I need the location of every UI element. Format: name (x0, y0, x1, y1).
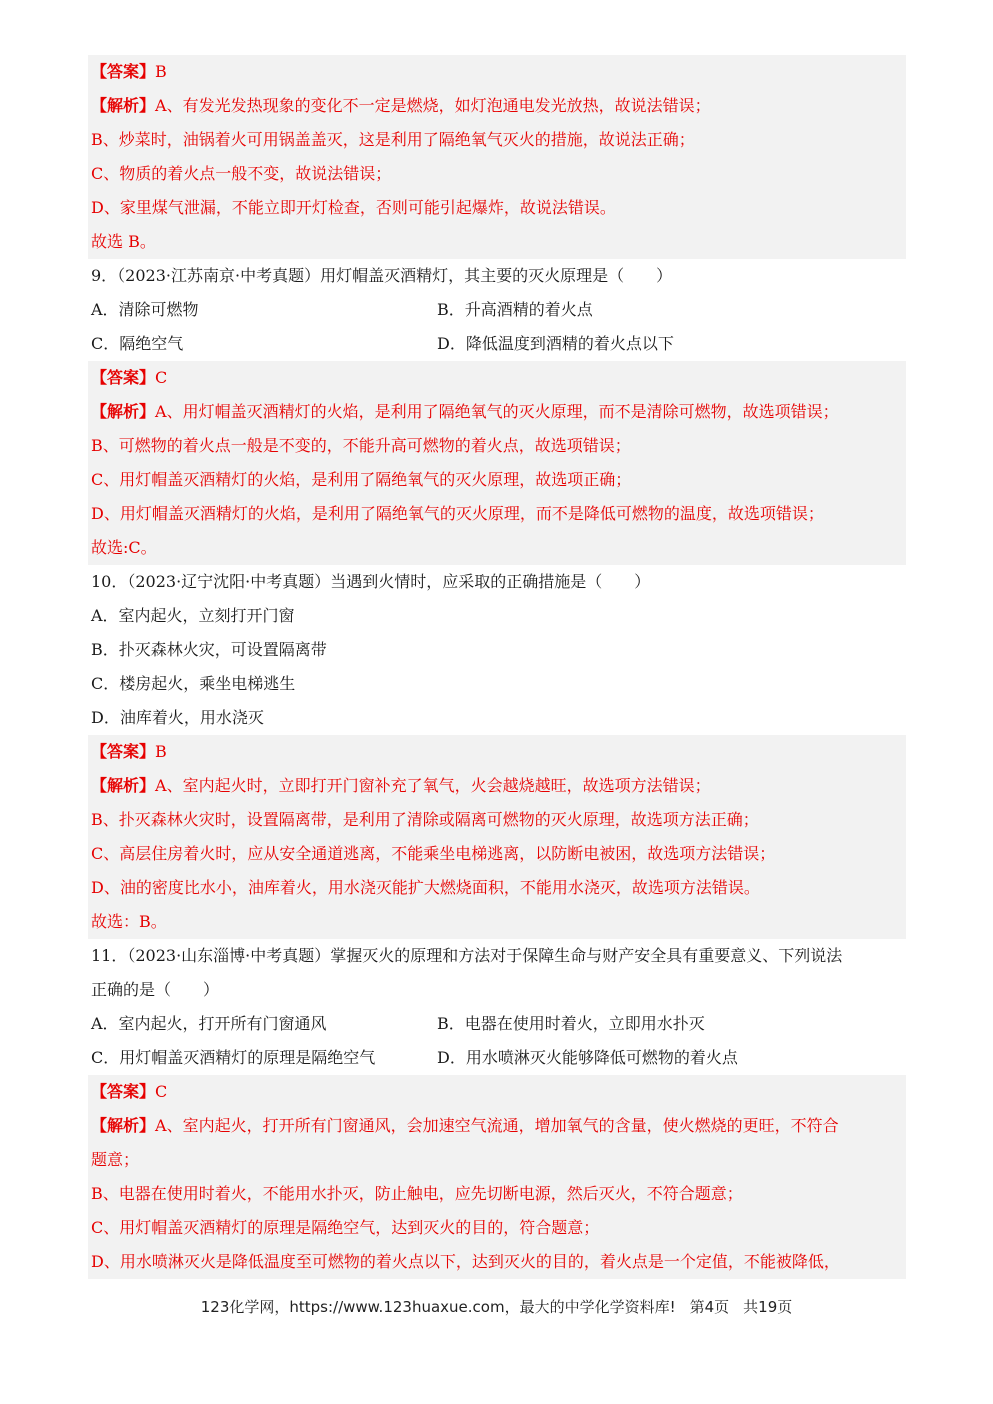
q9-analysis-block (88, 361, 906, 565)
q10-analysis-line: D、油的密度比水小，油库着火，用水浇灭能扩大燃烧面积，不能用水浇灭，故选项方法错误。 (91, 878, 760, 897)
analysis-text: A、有发光发热现象的变化不一定是燃烧，如灯泡通电发光放热，故说法错误； (155, 96, 711, 115)
q10-conclusion: 故选：B。 (91, 912, 167, 931)
q11-option-c: C．用灯帽盖灭酒精灯的原理是隔绝空气 (91, 1048, 376, 1067)
footer-site-text: 123化学网，https://www.123huaxue.com，最大的中学化学资料库! (200, 1298, 676, 1316)
q10-analysis-line (88, 769, 906, 803)
q9-analysis-line: C、用灯帽盖灭酒精灯的火焰，是利用了隔绝氧气的灭火原理，故选项正确； (91, 470, 632, 489)
q11-option-d: D．用水喷淋灭火能够降低可燃物的着火点 (437, 1048, 738, 1067)
q8-conclusion: 故选 B。 (91, 232, 156, 251)
q10-analysis-block (88, 735, 906, 939)
q11-analysis-line-cont: 题意； (91, 1150, 140, 1169)
q10-stem: 10．（2023·辽宁沈阳·中考真题）当遇到火情时，应采取的正确措施是（ ） (91, 572, 651, 591)
q9-analysis-line: D、用灯帽盖灭酒精灯的火焰，是利用了隔绝氧气的灭火原理，而不是降低可燃物的温度，故选项错误； (91, 504, 824, 523)
q8-analysis-block (88, 55, 906, 259)
q10-option-b: B．扑灭森林火灾，可设置隔离带 (91, 640, 327, 659)
q9-analysis-line (88, 395, 906, 429)
answer-value: C (155, 1082, 168, 1101)
q10-option-d: D．油库着火，用水浇灭 (91, 708, 264, 727)
analysis-tag: 【解析】 (91, 776, 156, 795)
q11-answer-line (88, 1075, 906, 1109)
analysis-text: A、室内起火，打开所有门窗通风，会加速空气流通，增加氧气的含量，使火燃烧的更旺，不符合 (155, 1116, 839, 1135)
analysis-tag: 【解析】 (91, 1116, 156, 1135)
q11-stem-cont: 正确的是（ ） (91, 980, 220, 999)
q10-analysis-line: C、高层住房着火时，应从安全通道逃离，不能乘坐电梯逃离，以防断电被困，故选项方法错误； (91, 844, 776, 863)
q11-stem: 11．（2023·山东淄博·中考真题）掌握灭火的原理和方法对于保障生命与财产安全具有重要意义、下列说法 (91, 946, 843, 965)
q10-option-c: C．楼房起火，乘坐电梯逃生 (91, 674, 296, 693)
q10-answer-line (88, 735, 906, 769)
q8-analysis-line: C、物质的着火点一般不变，故说法错误； (91, 164, 392, 183)
answer-tag: 【答案】 (91, 742, 156, 761)
q10-option-a: A．室内起火，立刻打开门窗 (91, 606, 295, 625)
q11-analysis-line (88, 1109, 906, 1143)
q8-analysis-line: D、家里煤气泄漏，不能立即开灯检查，否则可能引起爆炸，故说法错误。 (91, 198, 616, 217)
q11-option-a: A．室内起火，打开所有门窗通风 (91, 1014, 327, 1033)
analysis-text: A、用灯帽盖灭酒精灯的火焰，是利用了隔绝氧气的灭火原理，而不是清除可燃物，故选项错误； (155, 402, 839, 421)
q8-answer-line (88, 55, 906, 89)
answer-value: B (155, 62, 167, 81)
page-footer (0, 1296, 993, 1317)
q8-analysis-line: B、炒菜时，油锅着火可用锅盖盖灭，这是利用了隔绝氧气灭火的措施，故说法正确； (91, 130, 695, 149)
q9-stem: 9．（2023·江苏南京·中考真题）用灯帽盖灭酒精灯，其主要的灭火原理是（ ） (91, 266, 673, 285)
answer-value: B (155, 742, 167, 761)
answer-value: C (155, 368, 168, 387)
q9-conclusion: 故选:C。 (91, 538, 157, 557)
q11-options-row (88, 1007, 906, 1041)
analysis-text: A、室内起火时，立即打开门窗补充了氧气，火会越烧越旺，故选项方法错误； (155, 776, 711, 795)
q11-analysis-line: D、用水喷淋灭火是降低温度至可燃物的着火点以下，达到灭火的目的，着火点是一个定值，不能被降低， (91, 1252, 840, 1271)
q11-analysis-line: C、用灯帽盖灭酒精灯的原理是隔绝空气，达到灭火的目的，符合题意； (91, 1218, 600, 1237)
q9-options-row (88, 293, 906, 327)
answer-tag: 【答案】 (91, 62, 156, 81)
q8-analysis-line (88, 89, 906, 123)
answer-tag: 【答案】 (91, 368, 156, 387)
q11-option-b: B．电器在使用时着火，立即用水扑灭 (437, 1014, 705, 1033)
analysis-tag: 【解析】 (91, 96, 156, 115)
footer-page-number: 第4页 (689, 1298, 730, 1316)
analysis-tag: 【解析】 (91, 402, 156, 421)
q10-analysis-line: B、扑灭森林火灾时，设置隔离带，是利用了清除或隔离可燃物的灭火原理，故选项方法正确； (91, 810, 759, 829)
q11-analysis-line: B、电器在使用时着火，不能用水扑灭，防止触电，应先切断电源，然后灭火，不符合题意； (91, 1184, 743, 1203)
q11-analysis-block (88, 1075, 906, 1279)
q9-option-d: D．降低温度到酒精的着火点以下 (437, 334, 674, 353)
page-content (88, 55, 906, 1279)
q11-options-row (88, 1041, 906, 1075)
q9-option-b: B．升高酒精的着火点 (437, 300, 593, 319)
q9-option-c: C．隔绝空气 (91, 334, 184, 353)
q9-analysis-line: B、可燃物的着火点一般是不变的，不能升高可燃物的着火点，故选项错误； (91, 436, 631, 455)
q9-answer-line (88, 361, 906, 395)
q9-options-row (88, 327, 906, 361)
footer-total-pages: 共19页 (743, 1298, 793, 1316)
answer-tag: 【答案】 (91, 1082, 156, 1101)
q9-option-a: A．清除可燃物 (91, 300, 199, 319)
